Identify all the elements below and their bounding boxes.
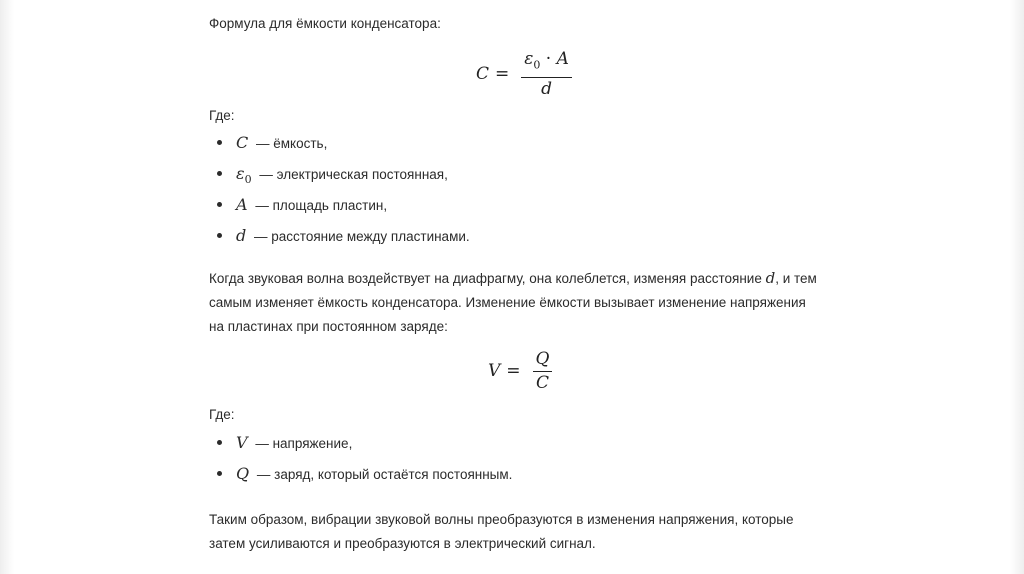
- area-symbol: A: [556, 49, 569, 69]
- capacitance-formula: [476, 50, 572, 98]
- epsilon-symbol: ε: [236, 164, 245, 183]
- epsilon-subscript: 0: [533, 58, 541, 72]
- variable-symbol: A: [236, 195, 248, 214]
- list-item: [209, 131, 470, 162]
- formula2-lhs: V: [488, 361, 501, 381]
- paragraph-1-line-2: самым изменяет ёмкость конденсатора. Изменение ёмкости вызывает изменение напряжения: [209, 295, 806, 310]
- paragraph-2: [209, 508, 819, 556]
- paragraph-1-line-1: [209, 266, 819, 291]
- voltage-formula: [488, 350, 552, 392]
- epsilon-symbol: ε: [524, 49, 534, 69]
- where-label-2: Где:: [209, 407, 235, 422]
- formula1-equals: =: [495, 64, 510, 85]
- formula1-denominator: d: [541, 79, 553, 100]
- variable-description: — расстояние между пластинами.: [254, 229, 470, 244]
- formula2-equals: =: [506, 361, 521, 381]
- formula2-fraction: [533, 350, 553, 392]
- formula1-lhs: C: [476, 64, 490, 85]
- bullet-icon: [217, 202, 222, 207]
- variable-symbol: C: [236, 133, 249, 152]
- paragraph-1-line-1-text: Когда звуковая волна воздействует на диафрагму, она колеблется, изменяя расстояние: [209, 271, 766, 286]
- formula1-fraction: [521, 50, 572, 98]
- variable-description: — ёмкость,: [256, 136, 328, 151]
- epsilon-subscript: 0: [244, 173, 252, 187]
- bullet-icon: [217, 471, 222, 476]
- bullet-icon: [217, 140, 222, 145]
- paragraph-2-line-2: затем усиливаются и преобразуются в электрический сигнал.: [209, 536, 596, 551]
- formula1-numerator: [521, 50, 572, 78]
- variables-list-1: [209, 131, 470, 255]
- intro-label: Формула для ёмкости конденсатора:: [209, 16, 441, 31]
- paragraph-1-line-3: на пластинах при постоянном заряде:: [209, 319, 448, 334]
- page-edge-shadow-left: [0, 0, 14, 574]
- distance-symbol: d: [765, 269, 776, 287]
- variable-description: — заряд, который остаётся постоянным.: [256, 467, 513, 482]
- variable-symbol: V: [236, 433, 248, 452]
- bullet-icon: [217, 171, 222, 176]
- variable-description: — электрическая постоянная,: [259, 167, 448, 182]
- list-item: [209, 431, 512, 462]
- paragraph-1: [209, 266, 819, 339]
- bullet-icon: [217, 233, 222, 238]
- bullet-icon: [217, 440, 222, 445]
- list-item: [209, 224, 470, 255]
- variable-symbol: Q: [236, 464, 250, 483]
- formula2-denominator: C: [535, 373, 549, 393]
- list-item: [209, 462, 512, 493]
- variable-description: — площадь пластин,: [255, 198, 388, 213]
- where-label-1: Где:: [209, 108, 235, 123]
- variable-symbol: d: [236, 226, 247, 245]
- paragraph-2-line-1: Таким образом, вибрации звуковой волны преобразуются в изменения напряжения, которые: [209, 512, 794, 527]
- page-edge-shadow-right: [1010, 0, 1024, 574]
- variable-symbol: [236, 164, 252, 187]
- list-item: [209, 162, 470, 193]
- list-item: [209, 193, 470, 224]
- variables-list-2: [209, 431, 512, 493]
- variable-description: — напряжение,: [255, 436, 353, 451]
- dot-operator: ·: [540, 49, 557, 69]
- paragraph-1-line-1-end: , и тем: [775, 271, 817, 286]
- formula2-numerator: Q: [533, 350, 553, 372]
